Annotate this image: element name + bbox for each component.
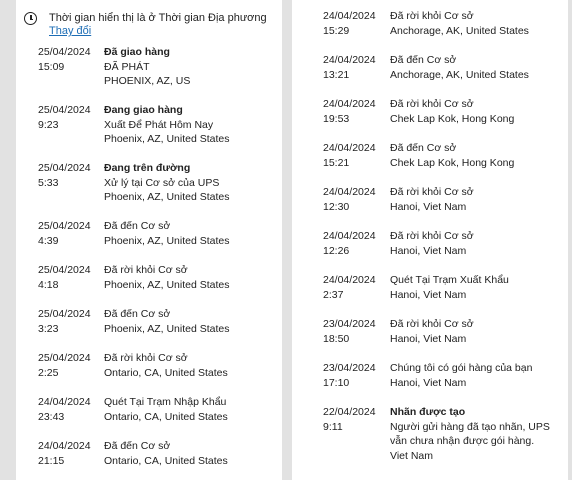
event-location: Chek Lap Kok, Hong Kong <box>390 112 515 125</box>
event-time: 3:23 <box>38 322 59 335</box>
event-time: 2:37 <box>323 288 344 301</box>
event-date: 25/04/2024 <box>38 264 91 276</box>
event-details <box>390 185 566 214</box>
event-time: 17:10 <box>323 376 350 389</box>
event-date: 24/04/2024 <box>38 440 91 452</box>
event-status: Đã giao hàng <box>104 46 170 58</box>
event-time: 15:21 <box>323 156 350 169</box>
event-details <box>390 405 566 463</box>
event-location: Anchorage, AK, United States <box>390 24 529 37</box>
change-timezone-link[interactable]: Thay đổi <box>49 25 92 37</box>
event-details <box>390 9 566 38</box>
event-location: Người gửi hàng đã tạo nhãn, UPS vẫn chưa nhận được gói hàng. <box>390 420 550 447</box>
event-status: Đã đến Cơ sở <box>104 220 171 232</box>
event-date: 23/04/2024 <box>323 362 376 374</box>
event-location: Xử lý tại Cơ sở của UPS <box>104 176 220 189</box>
clock-icon <box>24 12 37 25</box>
event-date: 25/04/2024 <box>38 308 91 320</box>
event-date: 24/04/2024 <box>323 230 376 242</box>
event-details <box>104 307 230 336</box>
event-location: PHOENIX, AZ, US <box>104 75 191 87</box>
event-details <box>390 361 566 390</box>
event-time: 12:30 <box>323 200 350 213</box>
event-time: 4:39 <box>38 234 59 247</box>
event-details <box>104 45 190 89</box>
event-date: 24/04/2024 <box>323 98 376 110</box>
event-details <box>104 351 228 380</box>
event-status: Đã đến Cơ sở <box>390 142 457 154</box>
event-location: Hanoi, Viet Nam <box>390 244 467 257</box>
event-date: 24/04/2024 <box>38 396 91 408</box>
event-status: Đã rời khỏi Cơ sở <box>390 98 474 110</box>
event-details <box>390 97 566 126</box>
event-status: Đã rời khỏi Cơ sở <box>104 264 188 276</box>
event-status: Đã rời khỏi Cơ sở <box>390 186 474 198</box>
event-time: 23:43 <box>38 410 65 423</box>
event-details <box>104 439 228 468</box>
event-date: 25/04/2024 <box>38 162 91 174</box>
event-status: Nhãn được tạo <box>390 406 466 418</box>
event-date: 25/04/2024 <box>38 46 91 58</box>
event-date: 25/04/2024 <box>38 352 91 364</box>
tracking-history-panel-right <box>292 0 568 480</box>
event-status: Chúng tôi có gói hàng của bạn <box>390 362 533 374</box>
event-time: 15:29 <box>323 24 350 37</box>
event-location: Chek Lap Kok, Hong Kong <box>390 156 515 169</box>
event-status: Đã rời khỏi Cơ sở <box>390 230 474 242</box>
event-location: Ontario, CA, United States <box>104 454 228 467</box>
event-date: 22/04/2024 <box>323 406 376 418</box>
event-status: Đã đến Cơ sở <box>104 440 171 452</box>
event-details <box>390 317 566 346</box>
event-status: Đang giao hàng <box>104 104 183 116</box>
event-time: 18:50 <box>323 332 350 345</box>
event-status: Đã đến Cơ sở <box>390 54 457 66</box>
timezone-text: Thời gian hiển thị là ở Thời gian Địa phương <box>49 12 267 24</box>
event-date: 24/04/2024 <box>323 186 376 198</box>
event-location: Hanoi, Viet Nam <box>390 288 467 301</box>
event-time: 19:53 <box>323 112 350 125</box>
event-status: Quét Tại Trạm Nhập Khẩu <box>104 396 227 408</box>
event-time: 5:33 <box>38 176 59 189</box>
event-details <box>104 103 230 147</box>
event-details <box>390 273 566 302</box>
event-date: 24/04/2024 <box>323 274 376 286</box>
event-details <box>390 141 566 170</box>
event-time: 9:23 <box>38 118 59 131</box>
tracking-history-panel-left <box>16 0 282 480</box>
event-status: Đã rời khỏi Cơ sở <box>390 318 474 330</box>
event-details <box>390 53 566 82</box>
event-time: 12:26 <box>323 244 350 257</box>
event-details <box>104 263 230 292</box>
event-details <box>390 229 566 258</box>
event-date: 24/04/2024 <box>323 142 376 154</box>
event-location: Phoenix, AZ, United States <box>104 234 230 247</box>
event-location: ĐÃ PHÁT <box>104 60 150 73</box>
event-date: 24/04/2024 <box>323 54 376 66</box>
event-time: 9:11 <box>323 420 343 433</box>
event-status: Đã đến Cơ sở <box>104 308 171 320</box>
event-time: 2:25 <box>38 366 59 379</box>
event-location: Phoenix, AZ, United States <box>104 133 230 145</box>
event-status: Đã rời khỏi Cơ sở <box>390 10 474 22</box>
event-location: Ontario, CA, United States <box>104 366 228 379</box>
event-location: Ontario, CA, United States <box>104 410 228 423</box>
event-status: Đã rời khỏi Cơ sở <box>104 352 188 364</box>
event-date: 24/04/2024 <box>323 10 376 22</box>
event-date: 25/04/2024 <box>38 104 91 116</box>
event-location: Hanoi, Viet Nam <box>390 200 467 213</box>
event-date: 23/04/2024 <box>323 318 376 330</box>
event-location: Phoenix, AZ, United States <box>104 278 230 291</box>
event-date: 25/04/2024 <box>38 220 91 232</box>
event-location: Anchorage, AK, United States <box>390 68 529 81</box>
event-status: Đang trên đường <box>104 162 191 174</box>
event-time: 15:09 <box>38 60 65 73</box>
event-time: 4:18 <box>38 278 59 291</box>
event-details <box>104 219 230 248</box>
event-location: Phoenix, AZ, United States <box>104 322 230 335</box>
event-location: Hanoi, Viet Nam <box>390 332 467 345</box>
event-details <box>104 395 228 424</box>
event-details <box>104 161 230 205</box>
event-location: Viet Nam <box>390 449 433 462</box>
event-time: 21:15 <box>38 454 65 467</box>
event-status: Quét Tại Trạm Xuất Khẩu <box>390 274 509 286</box>
event-location: Hanoi, Viet Nam <box>390 376 467 389</box>
event-location: Xuất Để Phát Hôm Nay <box>104 118 214 131</box>
event-time: 13:21 <box>323 68 350 81</box>
event-location: Phoenix, AZ, United States <box>104 191 230 203</box>
